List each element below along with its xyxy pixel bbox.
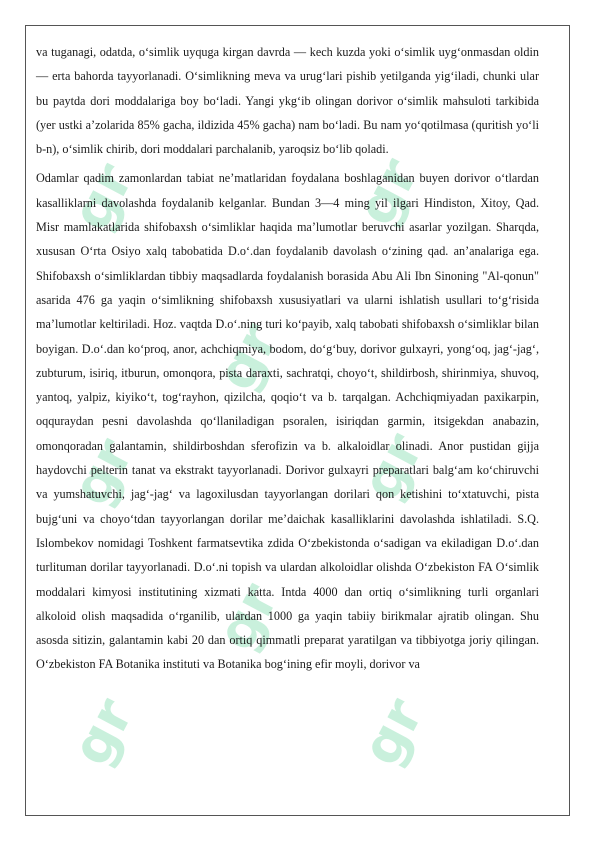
watermark: gr (344, 148, 431, 236)
watermark: gr (59, 688, 146, 776)
watermark: gr (349, 688, 436, 776)
watermark: gr (204, 313, 291, 401)
document-body (36, 40, 539, 682)
watermark: gr (349, 423, 436, 511)
paragraph: Odamlar qadim zamonlardan tabiat ne’matlaridan foydalana boshlaganidan buyen dorivor o‘tlardan kasalliklarni davolashda foydalanib kelganlar. Bundan 3—4 ming yil ilgari Hindiston, Xitoy, Qad. Misr mamlakatlarida shifobaxsh o‘simliklar haqida ma’lumotlar beruvchi asarlar yozilgan. Sharqda, xususan O‘rta Osiyo xalq tabobatida D.o‘.dan foydalanib davolash o‘zining qad. an’analariga ega. Shifobaxsh o‘simliklardan tibbiy maqsadlarda foydalanish borasida Abu Ali Ibn Sinoning "Al-qonun" asarida 476 ga yaqin o‘simlikning shifobaxsh xususiyatlari va ularni ishlatish usullari to‘g‘risida ma’lumotlar keltiriladi. Hoz. vaqtda D.o‘.ning turi ko‘payib, xalq tabobati shifobaxsh o‘simliklar bilan boyigan. D.o‘.dan ko‘proq, anor, achchiqmiya, bodom, do‘g‘buy, dorivor gulxayri, yong‘oq, jag‘-jag‘, zubturum, isiriq, itburun, omonqora, pista daraxti, sachratqi, choyo‘t, shildirbosh, shirinmiya, shuvoq, yantoq, yalpiz, kiyiko‘t, tog‘rayhon, qizilcha, qoqio‘t va b. tarqalgan. Achchiqmiyadan paxikarpin, oqquraydan pesni davolashda qo‘llaniladigan psoralen, isiriqdan garmin, itsigekdan anabazin, omonqoradan galantamin, shildirboshdan sferofizin va b. alkaloidlar olinadi. Anor pustidan gijja haydovchi pelterin tanat va ekstrakt tayyorlanadi. Dorivor gulxayri preparatlari balg‘am ko‘chiruvchi va yumshatuvchi, jag‘-jag‘ va lagoxilusdan tayyorlangan dorilari qon ketishini to‘xtatuvchi, pista bujg‘uni va choyo‘tdan tayyorlangan dorilar me’daichak kasalliklarini davolashda ishlatiladi. S.Q. Islombekov nomidagi Toshkent farmatsevtika zdida O‘zbekistonda o‘sadigan va ekiladigan D.o‘.dan turlituman dorilar tayyorlanadi. D.o‘.ni topish va ulardan alkoloidlar olishda O‘zbekiston FA O‘simlik moddalari kimyosi institutining xizmati katta. Intda 4000 dan ortiq o‘simlikning turli organlari alkoloid olish maqsadida o‘rganilib, ulardan 1000 ga yaqin tabiiy birikmalar ajratib olingan. Shu asosda sitizin, galantamin kabi 20 dan ortiq qimmatli preparat yaratilgan va tibbiyotga joriy qilingan. O‘zbekiston FA Botanika instituti va Botanika bog‘ining efir moyli, dorivor va (36, 171, 539, 672)
paragraph: va tuganagi, odatda, o‘simlik uyquga kirgan davrda — kech kuzda yoki o‘simlik uyg‘onmasdan oldin — erta bahorda tayyorlanadi. O‘simlikning meva va urug‘lari pishib yetilganda yig‘iladi, chunki ular bu paytda dori moddalariga boy bo‘ladi. Yangi ykg‘ib olingan dorivor o‘simlik mahsuloti tarkibida (yer ustki a’zolarida 85% gacha, ildizida 45% gacha) nam bo‘ladi. Bu nam yo‘qotilmasa (quritish yo‘li b-n), o‘simlik chirib, dori moddalari parchalanib, yaroqsiz bo‘lib qoladi. (36, 45, 539, 157)
watermark: gr (204, 573, 291, 661)
watermark: gr (59, 153, 146, 241)
watermark: gr (59, 428, 146, 516)
